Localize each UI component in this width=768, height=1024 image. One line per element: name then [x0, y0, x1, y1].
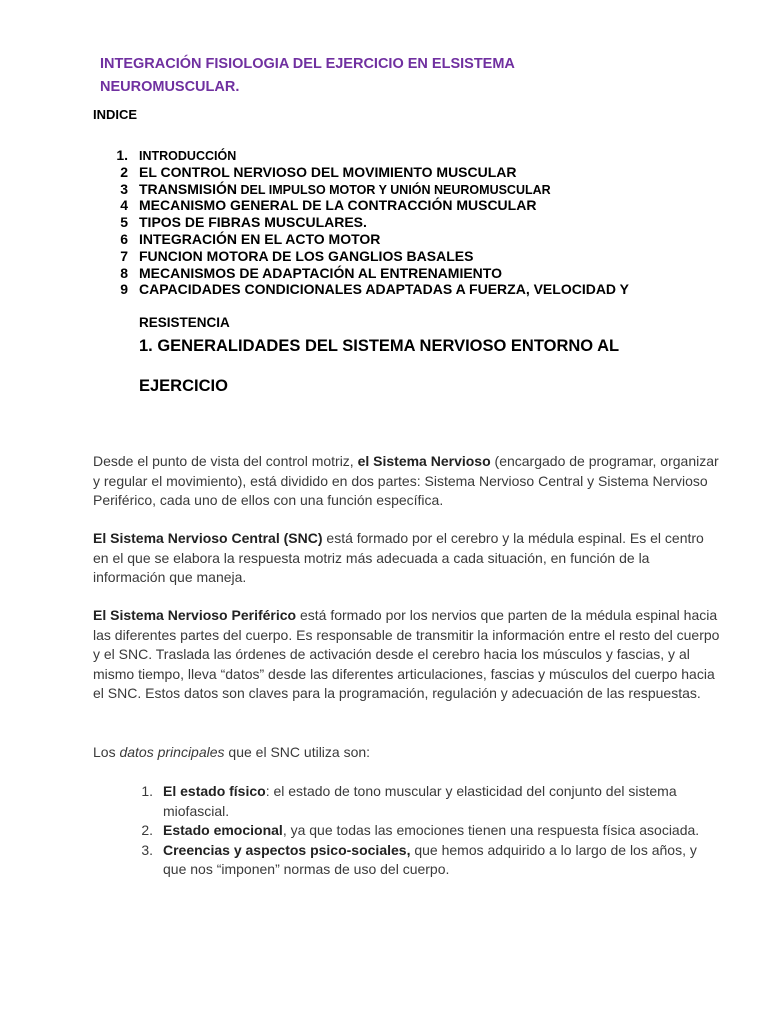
toc-item [108, 181, 728, 198]
toc-item [108, 248, 728, 265]
italic-term: datos principales [119, 744, 225, 760]
bold-term: El Sistema Nervioso Central (SNC) [93, 530, 323, 546]
document-title-line-2: NEUROMUSCULAR. [100, 79, 240, 95]
toc-item [108, 265, 728, 282]
paragraph: El Sistema Nervioso Central (SNC) está formado por el cerebro y la médula espinal. Es el centro en el que se elabora la respuesta motriz más adecuada a cada situación, en función de la información que maneja. [93, 530, 704, 585]
toc-item-number: 8 [120, 264, 128, 281]
toc-item [108, 147, 728, 164]
paragraph: Los datos principales que el SNC utiliza son: [93, 744, 371, 760]
toc-item-text: TIPOS DE FIBRAS MUSCULARES. [139, 214, 367, 231]
list-item: 1. El estado físico: el estado de tono muscular y elasticidad del conjunto del sistema miofascial. [135, 782, 715, 821]
toc-item [108, 231, 728, 248]
toc-item-number: 5 [120, 214, 128, 231]
paragraph: El Sistema Nervioso Periférico está formado por los nervios que parten de la médula espinal hacia las diferentes partes del cuerpo. Es responsable de transmitir la información entre el resto del cuerpo y el SNC. Traslada las órdenes de activación desde el cerebro hacia los músculos y fascias, y al mismo tiempo, lleva “datos” desde las diferentes articulaciones, fascias y músculos del cuerpo hacia el SNC. Estos datos son claves para la programación, regulación y adecuación de las respuestas. [93, 607, 720, 701]
list-item-number: 2. [141, 822, 153, 838]
list-item: 2. Estado emocional, ya que todas las emociones tienen una respuesta física asociada. [135, 821, 715, 841]
bold-term: Creencias y aspectos psico-sociales, [163, 841, 411, 858]
toc-item-text: INTRODUCCIÓN [139, 149, 237, 163]
toc-item-text: EL CONTROL NERVIOSO DEL MOVIMIENTO MUSCULAR [139, 163, 517, 180]
section-heading-line-2: EJERCICIO [139, 377, 228, 395]
toc-item-continuation: RESISTENCIA [139, 315, 230, 330]
list-item-number: 1. [141, 783, 153, 799]
bold-term: el Sistema Nervioso [357, 453, 491, 469]
bold-term: El estado físico [163, 783, 266, 799]
toc-item-number: 1. [116, 147, 128, 163]
list-item: 3. Creencias y aspectos psico-sociales, que hemos adquirido a lo largo de los años, y que nos “imponen” normas de uso del cuerpo. [135, 841, 715, 880]
toc-item-number: 2 [120, 163, 128, 180]
index-heading: INDICE [93, 107, 138, 122]
toc-item-number: 3 [120, 180, 128, 197]
paragraph: Desde el punto de vista del control motriz, el Sistema Nervioso (encargado de programar, organizar y regular el movimiento), está dividido en dos partes: Sistema Nervioso Central y Sistema Nervioso Periférico, cada uno de ellos con una función específica. [93, 453, 719, 508]
bold-term: El Sistema Nervioso Periférico [93, 607, 297, 623]
toc-item-number: 4 [120, 197, 128, 214]
toc-item-text: CAPACIDADES CONDICIONALES ADAPTADAS A FUERZA, VELOCIDAD Y [139, 281, 630, 298]
section-heading-line-1: 1. GENERALIDADES DEL SISTEMA NERVIOSO ENTORNO AL [139, 337, 620, 355]
document-title-line-1: INTEGRACIÓN FISIOLOGIA DEL EJERCICIO EN ELSISTEMA [100, 56, 515, 72]
toc-item [108, 197, 728, 214]
toc-item-text: INTEGRACIÓN EN EL ACTO MOTOR [139, 230, 381, 247]
toc-item-text: MECANISMO GENERAL DE LA CONTRACCIÓN MUSCULAR [139, 197, 537, 214]
section-heading [139, 329, 739, 403]
list-item-number: 3. [141, 841, 153, 858]
table-of-contents [108, 147, 728, 298]
document-title [100, 53, 580, 99]
toc-item-number: 9 [120, 281, 128, 298]
toc-item [108, 281, 728, 298]
toc-item-text: MECANISMOS DE ADAPTACIÓN AL ENTRENAMIENTO [139, 264, 502, 281]
toc-item-text: FUNCION MOTORA DE LOS GANGLIOS BASALES [139, 247, 474, 264]
toc-item [108, 214, 728, 231]
toc-item-text: TRANSMISIÓN DEL IMPULSO MOTOR Y UNIÓN NEUROMUSCULAR [139, 180, 551, 197]
bold-term: Estado emocional [163, 822, 283, 838]
toc-item [108, 164, 728, 181]
numbered-list [135, 782, 715, 880]
toc-item-number: 6 [120, 230, 128, 247]
toc-item-number: 7 [120, 247, 128, 264]
